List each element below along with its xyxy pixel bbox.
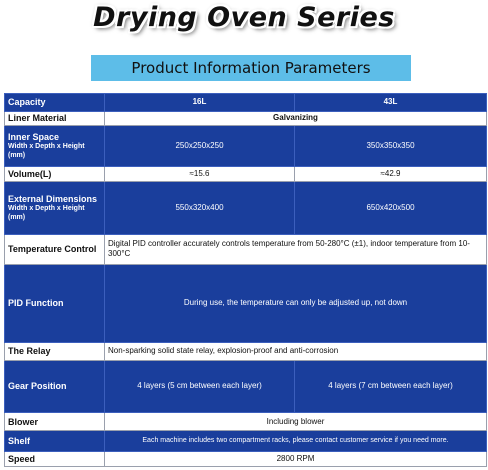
cell-value: Non-sparking solid state relay, explosion-proof and anti-corrosion [105,342,487,360]
cell-43l: 650x420x500 [295,182,487,235]
cell-value: Each machine includes two compartment racks, please contact customer service if you need more. [105,431,487,452]
table-row-relay [5,342,487,360]
spec-table [4,93,487,467]
row-label-cell [5,182,105,235]
row-sublabel: Width x Depth x Height (mm) [8,142,85,159]
row-label: Liner Material [5,111,105,125]
table-row-capacity [5,94,487,112]
cell-value: 2800 RPM [105,452,487,467]
row-label: Temperature Control [5,235,105,265]
cell-value: Including blower [105,413,487,431]
cell-16l: 250x250x250 [105,125,295,166]
row-label: Inner Space [8,131,60,142]
row-label: Gear Position [5,360,105,413]
cell-value: Galvanizing [105,111,487,125]
table-row-volume [5,166,487,182]
cell-16l: 550x320x400 [105,182,295,235]
row-label: Volume(L) [5,166,105,182]
table-row-shelf [5,431,487,452]
row-label: PID Function [5,264,105,342]
table-row-external-dimensions [5,182,487,235]
row-label: The Relay [5,342,105,360]
row-label: External Dimensions [8,194,98,205]
table-row-liner [5,111,487,125]
cell-43l: 350x350x350 [295,125,487,166]
row-label-cell [5,125,105,166]
table-row-temperature-control [5,235,487,265]
cell-43l: 43L [295,94,487,112]
table-row-gear-position [5,360,487,413]
row-label: Speed [5,452,105,467]
cell-16l: 4 layers (5 cm between each layer) [105,360,295,413]
section-banner: Product Information Parameters [91,55,411,81]
cell-16l: ≈15.6 [105,166,295,182]
table-row-pid-function [5,264,487,342]
row-label: Capacity [5,94,105,112]
cell-value: Digital PID controller accurately controls temperature from 50-280°C (±1), indoor temperature from 10-300°C [105,235,487,265]
cell-43l: 4 layers (7 cm between each layer) [295,360,487,413]
table-row-inner-space [5,125,487,166]
table-row-speed [5,452,487,467]
cell-16l: 16L [105,94,295,112]
row-label: Blower [5,413,105,431]
row-label: Shelf [5,431,105,452]
cell-value: During use, the temperature can only be adjusted up, not down [105,264,487,342]
page-title: Drying Oven Series [93,2,395,33]
cell-43l: ≈42.9 [295,166,487,182]
table-row-blower [5,413,487,431]
row-sublabel: Width x Depth x Height (mm) [8,205,85,222]
